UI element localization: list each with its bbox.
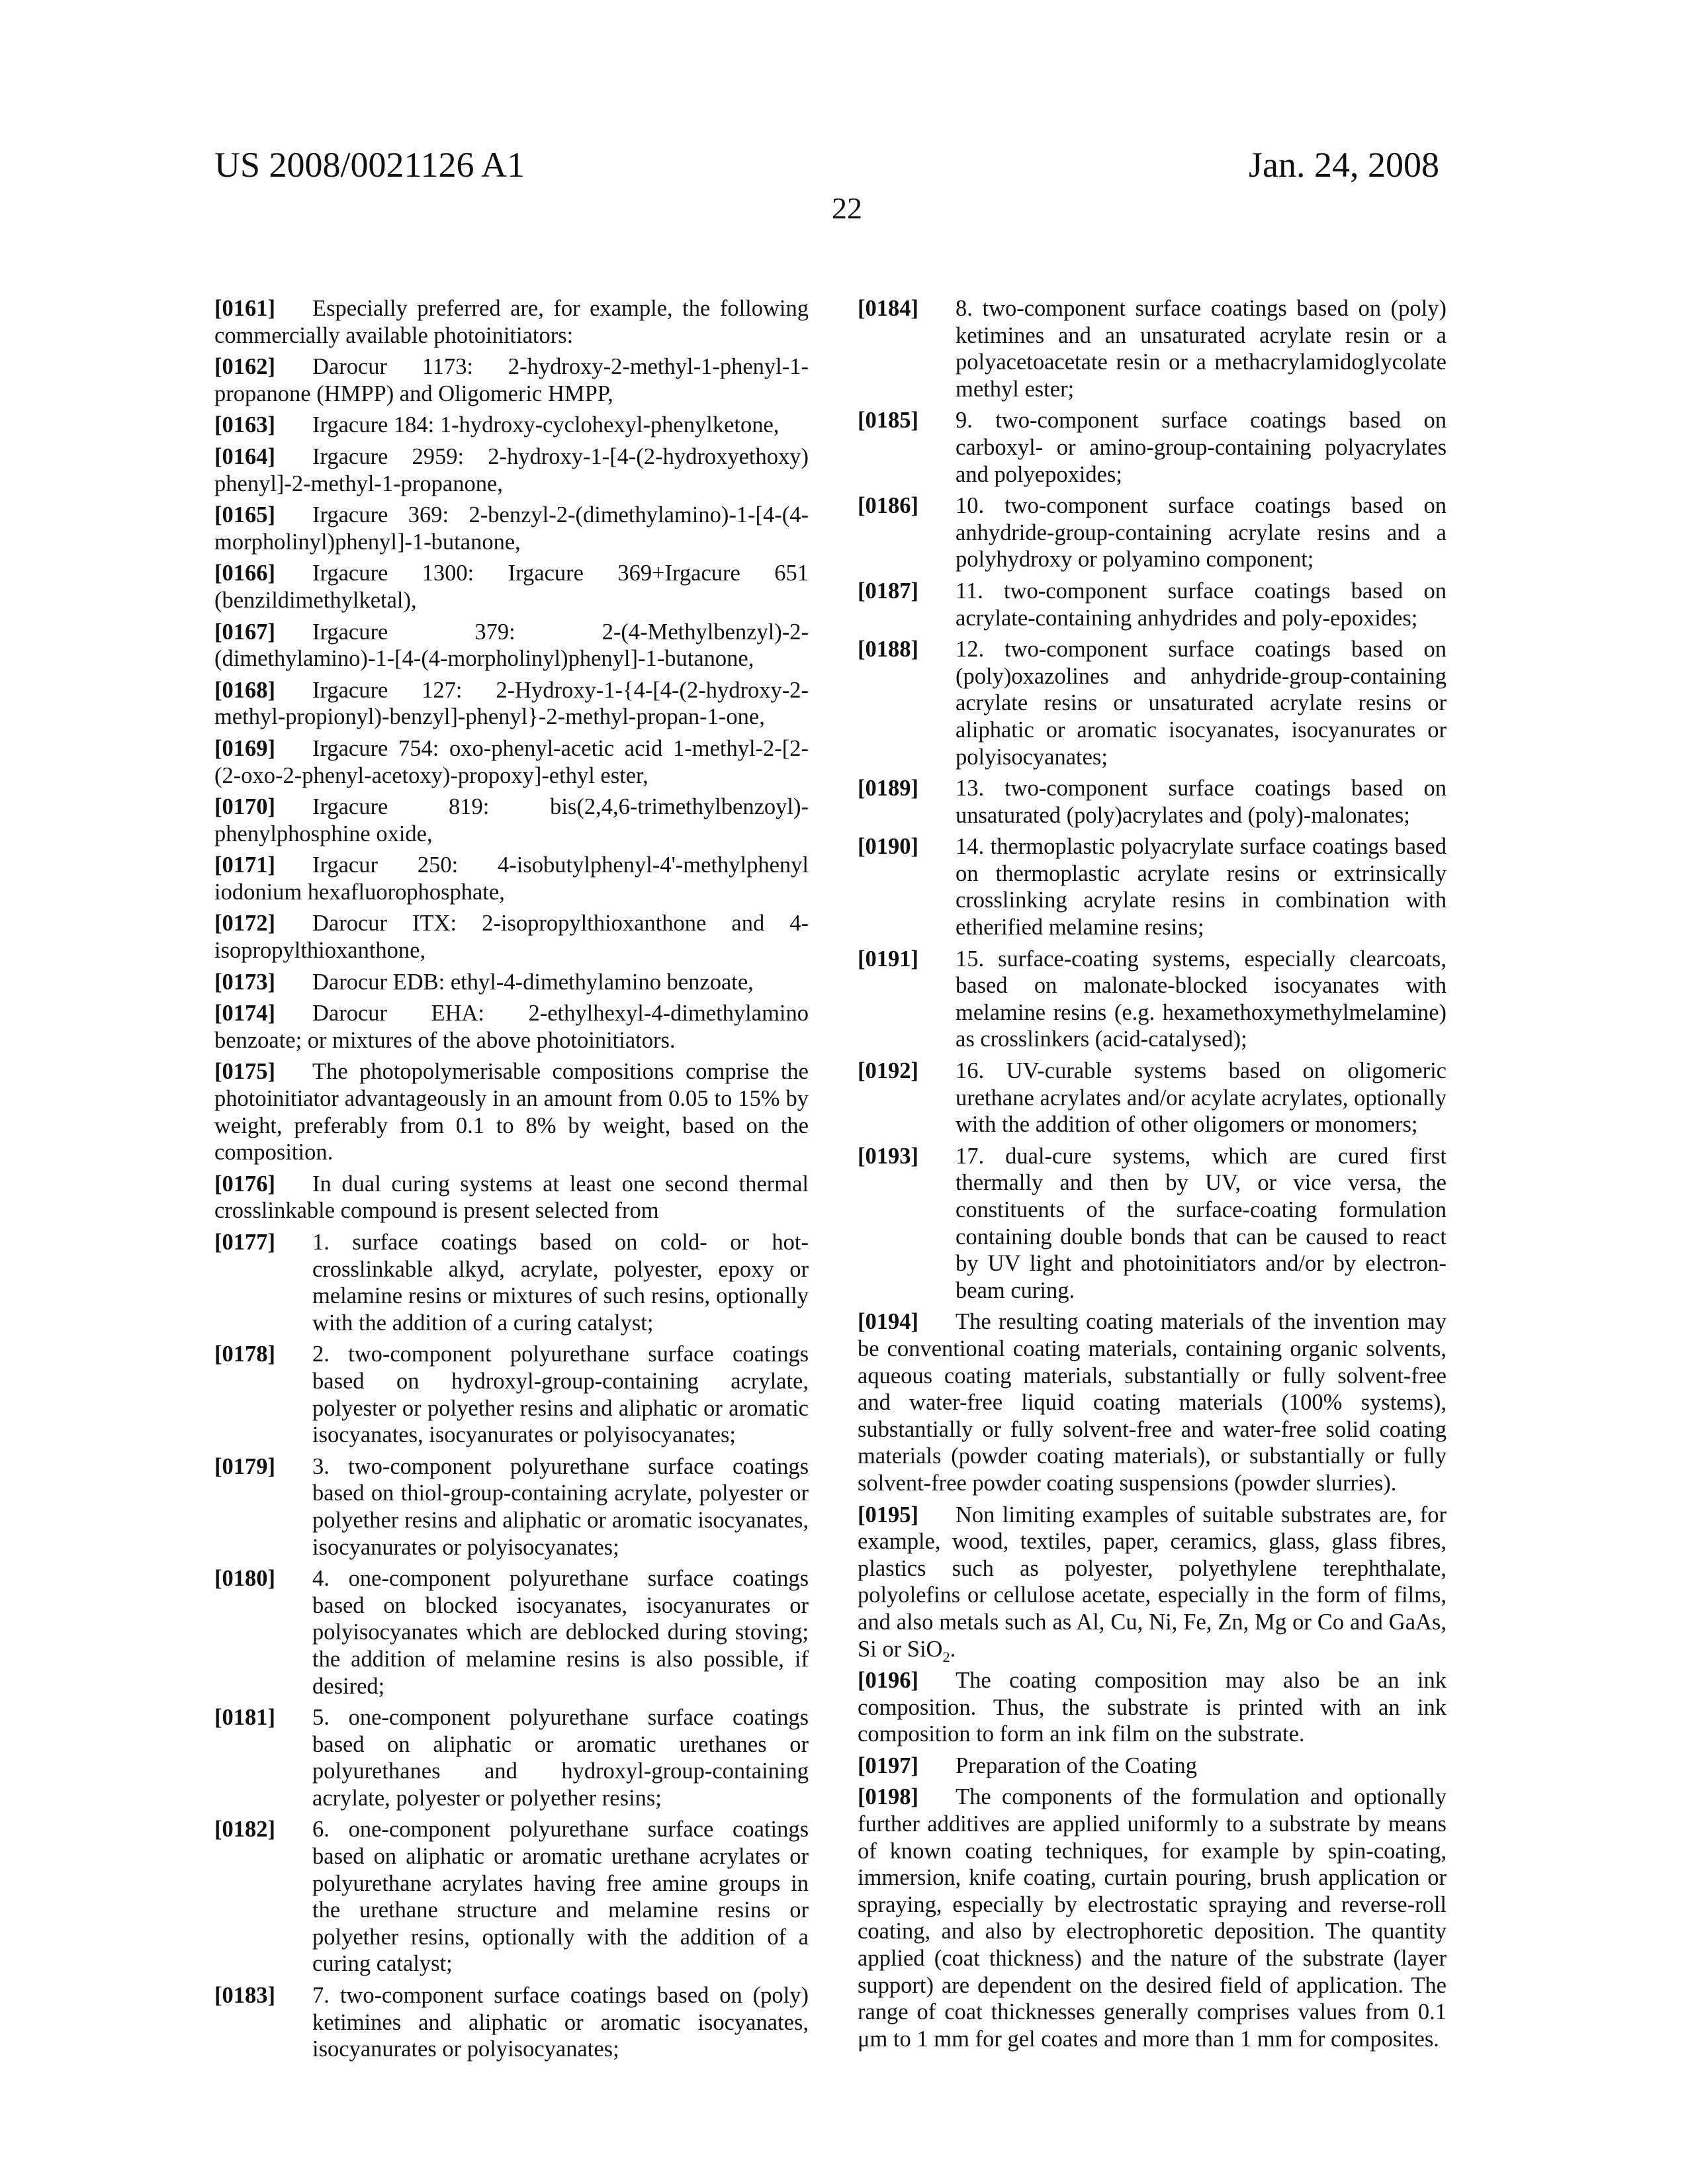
paragraph-number: [0161] bbox=[214, 295, 312, 322]
paragraph-text: The coating composition may also be an ink composition. Thus, the substrate is printed with an ink composition to form an ink film on the substrate. bbox=[858, 1668, 1447, 1747]
paragraph-number: [0187] bbox=[858, 578, 956, 605]
paragraph bbox=[214, 295, 809, 349]
paragraph-text: Irgacure 379: 2-(4-Methylbenzyl)-2-(dimethylamino)-1-[4-(4-morpholinyl)phenyl]-1-butanone, bbox=[214, 619, 809, 672]
paragraph-text: Preparation of the Coating bbox=[956, 1753, 1197, 1778]
paragraph-text: 11. two-component surface coatings based on acrylate-containing anhydrides and poly-epoxides; bbox=[956, 578, 1447, 631]
paragraph bbox=[214, 502, 809, 555]
paragraph-tail: . bbox=[950, 1637, 956, 1662]
paragraph bbox=[214, 1453, 809, 1561]
paragraph-number: [0169] bbox=[214, 735, 312, 762]
paragraph-text: Irgacure 369: 2-benzyl-2-(dimethylamino)-1-[4-(4-morpholinyl)phenyl]-1-butanone, bbox=[214, 502, 809, 555]
paragraph-number: [0181] bbox=[214, 1704, 312, 1731]
paragraph bbox=[858, 1752, 1447, 1780]
paragraph bbox=[214, 1229, 809, 1336]
paragraph bbox=[858, 1784, 1447, 2052]
right-column bbox=[858, 295, 1447, 2057]
paragraph bbox=[858, 946, 1447, 1053]
paragraph-text: Darocur ITX: 2-isopropylthioxanthone and 4-isopropylthioxanthone, bbox=[214, 911, 809, 963]
paragraph-number: [0198] bbox=[858, 1784, 956, 1811]
paragraph-text: 5. one-component polyurethane surface coatings based on aliphatic or aromatic urethanes or polyurethanes and hydroxyl-group-containing acrylate, polyester or polyether resins; bbox=[312, 1705, 809, 1811]
paragraph-number: [0178] bbox=[214, 1341, 312, 1368]
paragraph-text: 6. one-component polyurethane surface coatings based on aliphatic or aromatic urethane acrylates or polyurethane acrylates having free amine groups in the urethane structure and melamine resins or polyether resins, optionally with the addition of a curing catalyst; bbox=[312, 1817, 809, 1976]
paragraph-text: 10. two-component surface coatings based on anhydride-group-containing acrylate resins and a polyhydroxy or polyamino component; bbox=[956, 493, 1447, 572]
paragraph bbox=[214, 794, 809, 847]
paragraph-text: Irgacur 250: 4-isobutylphenyl-4'-methylphenyl iodonium hexafluorophosphate, bbox=[214, 852, 809, 905]
paragraph-number: [0165] bbox=[214, 502, 312, 529]
paragraph bbox=[858, 775, 1447, 829]
paragraph-number: [0170] bbox=[214, 794, 312, 821]
paragraph bbox=[858, 1308, 1447, 1496]
paragraph bbox=[214, 353, 809, 407]
paragraph bbox=[858, 295, 1447, 402]
paragraph-number: [0185] bbox=[858, 407, 956, 434]
paragraph bbox=[214, 1704, 809, 1811]
paragraph-text: Darocur EHA: 2-ethylhexyl-4-dimethylamino benzoate; or mixtures of the above photoinitiators. bbox=[214, 1001, 809, 1053]
subscript: 2 bbox=[942, 1648, 950, 1664]
paragraph bbox=[858, 1143, 1447, 1304]
paragraph-number: [0196] bbox=[858, 1667, 956, 1694]
paragraph-number: [0184] bbox=[858, 295, 956, 322]
paragraph bbox=[214, 619, 809, 672]
paragraph-text: 14. thermoplastic polyacrylate surface coatings based on thermoplastic acrylate resins or extrinsically crosslinking acrylate resins in combination with etherified melamine resins; bbox=[956, 834, 1447, 940]
paragraph-text: The photopolymerisable compositions comprise the photoinitiator advantageously in an amount from 0.05 to 15% by weight, preferably from 0.1 to 8% by weight, based on the composition. bbox=[214, 1059, 809, 1165]
paragraph bbox=[214, 1000, 809, 1054]
paragraph-text: Non limiting examples of suitable substrates are, for example, wood, textiles, paper, ceramics, glass, glass fibres, plastics such as polyester, polyethylene terephthalate, polyolefins or cellulose acetate, especially in the form of films, and also metals such as Al, Cu, Ni, Fe, Zn, Mg or Co and GaAs, Si or SiO bbox=[858, 1502, 1447, 1662]
paragraph bbox=[858, 1058, 1447, 1138]
paragraph-text: 12. two-component surface coatings based on (poly)oxazolines and anhydride-group-containing acrylate resins or unsaturated acrylate resins or aliphatic or aromatic isocyanates, isocyanurates or polyisocyanates; bbox=[956, 637, 1447, 769]
paragraph bbox=[858, 1667, 1447, 1748]
paragraph-text: 8. two-component surface coatings based on (poly) ketimines and an unsaturated acrylate resin or a polyacetoacetate resin or a methacrylamidoglycolate methyl ester; bbox=[956, 296, 1447, 402]
paragraph bbox=[214, 1816, 809, 1978]
paragraph-text: Irgacure 184: 1-hydroxy-cyclohexyl-phenylketone, bbox=[312, 412, 779, 437]
paragraph-text: Irgacure 2959: 2-hydroxy-1-[4-(2-hydroxyethoxy) phenyl]-2-methyl-1-propanone, bbox=[214, 444, 809, 496]
paragraph-number: [0179] bbox=[214, 1453, 312, 1480]
paragraph-number: [0166] bbox=[214, 560, 312, 587]
paragraph bbox=[214, 852, 809, 905]
paragraph-text: Darocur EDB: ethyl-4-dimethylamino benzoate, bbox=[312, 970, 754, 995]
paragraph-text: The components of the formulation and optionally further additives are applied uniformly to a substrate by means of known coating techniques, for example by spin-coating, immersion, knife coating, curtain pouring, brush application or spraying, especially by electrostatic spraying and reverse-roll coating, and also by electrophoretic deposition. The quantity applied (coat thickness) and the nature of the substrate (layer support) are dependent on the desired field of application. The range of coat thicknesses generally comprises values from 0.1 μm to 1 mm for gel coates and more than 1 mm for composites. bbox=[858, 1784, 1447, 2051]
paragraph-text: Irgacure 754: oxo-phenyl-acetic acid 1-methyl-2-[2-(2-oxo-2-phenyl-acetoxy)-propoxy]-ethyl ester, bbox=[214, 736, 809, 788]
paragraph-number: [0194] bbox=[858, 1308, 956, 1336]
paragraph-text: 2. two-component polyurethane surface coatings based on hydroxyl-group-containing acrylate, polyester or polyether resins and aliphatic or aromatic isocyanates, isocyanurates or polyisocyanates; bbox=[312, 1342, 809, 1447]
paragraph bbox=[214, 910, 809, 964]
paragraph bbox=[858, 578, 1447, 631]
paragraph-text: 9. two-component surface coatings based on carboxyl- or amino-group-containing polyacrylates and polyepoxides; bbox=[956, 408, 1447, 486]
paragraph-text: Irgacure 1300: Irgacure 369+Irgacure 651 (benzildimethylketal), bbox=[214, 561, 809, 613]
paragraph bbox=[214, 1982, 809, 2063]
paragraph bbox=[858, 636, 1447, 770]
paragraph-text: 4. one-component polyurethane surface coatings based on blocked isocyanates, isocyanurates or polyisocyanates which are deblocked during stoving; the addition of melamine resins is also possible, if desired; bbox=[312, 1566, 809, 1698]
paragraph bbox=[214, 969, 809, 996]
paragraph-number: [0193] bbox=[858, 1143, 956, 1170]
paragraph-number: [0167] bbox=[214, 619, 312, 646]
paragraph-number: [0172] bbox=[214, 910, 312, 937]
paragraph bbox=[858, 492, 1447, 573]
paragraph-number: [0188] bbox=[858, 636, 956, 663]
paragraph bbox=[858, 1502, 1447, 1663]
paragraph-text: 15. surface-coating systems, especially clearcoats, based on malonate-blocked isocyanates with melamine resins (e.g. hexamethoxymethylmelamine) as crosslinkers (acid-catalysed); bbox=[956, 946, 1447, 1052]
paragraph-text: Darocur 1173: 2-hydroxy-2-methyl-1-phenyl-1-propanone (HMPP) and Oligomeric HMPP, bbox=[214, 354, 809, 406]
paragraph bbox=[214, 1058, 809, 1165]
publication-date: Jan. 24, 2008 bbox=[1249, 144, 1439, 185]
paragraph-text: In dual curing systems at least one second thermal crosslinkable compound is present selected from bbox=[214, 1171, 809, 1224]
paragraph bbox=[214, 1341, 809, 1448]
page-number: 22 bbox=[0, 191, 1694, 226]
paragraph-text: 1. surface coatings based on cold- or hot-crosslinkable alkyd, acrylate, polyester, epoxy or melamine resins or mixtures of such resins, optionally with the addition of a curing catalyst; bbox=[312, 1230, 809, 1336]
paragraph-number: [0195] bbox=[858, 1502, 956, 1529]
left-column bbox=[214, 295, 809, 2068]
paragraph-text: 3. two-component polyurethane surface coatings based on thiol-group-containing acrylate, polyester or polyether resins and aliphatic or aromatic isocyanates, isocyanurates or polyisocyanates; bbox=[312, 1454, 809, 1560]
paragraph-number: [0190] bbox=[858, 833, 956, 860]
paragraph-number: [0174] bbox=[214, 1000, 312, 1027]
paragraph-text: 16. UV-curable systems based on oligomeric urethane acrylates and/or acylate acrylates, optionally with the addition of other oligomers or monomers; bbox=[956, 1058, 1447, 1137]
patent-number: US 2008/0021126 A1 bbox=[214, 144, 525, 185]
paragraph bbox=[214, 560, 809, 614]
paragraph bbox=[214, 443, 809, 497]
paragraph-number: [0171] bbox=[214, 852, 312, 879]
paragraph bbox=[214, 1171, 809, 1224]
paragraph-number: [0183] bbox=[214, 1982, 312, 2009]
paragraph bbox=[214, 412, 809, 439]
paragraph-text: Especially preferred are, for example, the following commercially available photoinitiators: bbox=[214, 296, 809, 348]
paragraph-number: [0162] bbox=[214, 353, 312, 381]
paragraph-number: [0189] bbox=[858, 775, 956, 802]
paragraph bbox=[214, 1565, 809, 1700]
paragraph-text: Irgacure 127: 2-Hydroxy-1-{4-[4-(2-hydroxy-2-methyl-propionyl)-benzyl]-phenyl}-2-methyl-propan-1-one, bbox=[214, 678, 809, 730]
paragraph-number: [0180] bbox=[214, 1565, 312, 1592]
paragraph-text: 7. two-component surface coatings based on (poly) ketimines and aliphatic or aromatic isocyanates, isocyanurates or polyisocyanates; bbox=[312, 1983, 809, 2062]
paragraph-number: [0176] bbox=[214, 1171, 312, 1198]
paragraph-number: [0192] bbox=[858, 1058, 956, 1085]
paragraph-text: 17. dual-cure systems, which are cured first thermally and then by UV, or vice versa, the constituents of the surface-coating formulation containing double bonds that can be caused to react by UV light and photoinitiators and/or by electron-beam curing. bbox=[956, 1144, 1447, 1303]
paragraph-number: [0168] bbox=[214, 677, 312, 704]
paragraph-number: [0191] bbox=[858, 946, 956, 973]
paragraph-number: [0177] bbox=[214, 1229, 312, 1256]
paragraph-number: [0197] bbox=[858, 1752, 956, 1780]
paragraph-number: [0175] bbox=[214, 1058, 312, 1085]
paragraph bbox=[214, 735, 809, 789]
paragraph-text: Irgacure 819: bis(2,4,6-trimethylbenzoyl)-phenylphosphine oxide, bbox=[214, 794, 809, 846]
paragraph-text: 13. two-component surface coatings based on unsaturated (poly)acrylates and (poly)-malonates; bbox=[956, 776, 1447, 828]
paragraph-number: [0182] bbox=[214, 1816, 312, 1843]
paragraph bbox=[858, 833, 1447, 940]
paragraph bbox=[214, 677, 809, 731]
paragraph-number: [0186] bbox=[858, 492, 956, 520]
paragraph bbox=[858, 407, 1447, 488]
paragraph-number: [0163] bbox=[214, 412, 312, 439]
paragraph-text: The resulting coating materials of the invention may be conventional coating materials, containing organic solvents, aqueous coating materials, substantially or fully solvent-free and water-free liquid coating materials (100% systems), substantially or fully solvent-free and water-free solid coating materials (powder coating materials), or substantially or fully solvent-free powder coating suspensions (powder slurries). bbox=[858, 1309, 1447, 1496]
paragraph-number: [0173] bbox=[214, 969, 312, 996]
paragraph-number: [0164] bbox=[214, 443, 312, 471]
